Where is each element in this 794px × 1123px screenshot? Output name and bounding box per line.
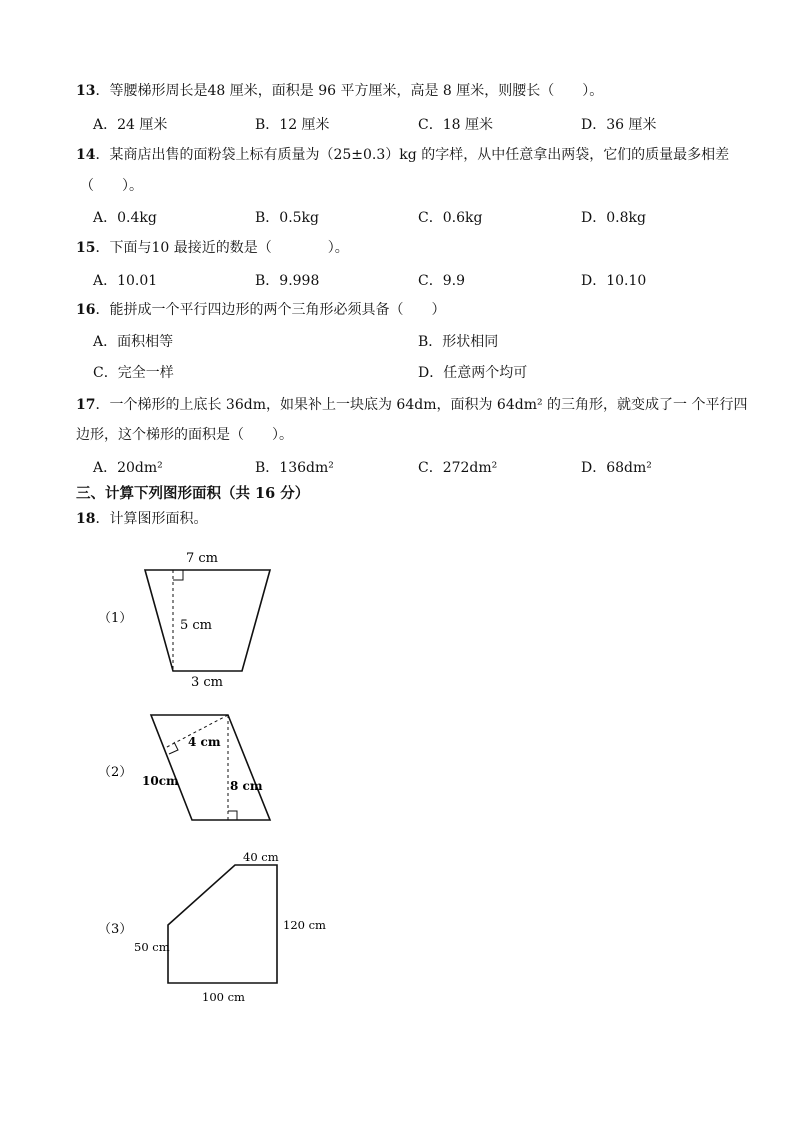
option-a[interactable]: A．10.01 [93, 273, 158, 289]
parallelogram-diagram [90, 705, 310, 835]
bottom-side-label: 100 cm [202, 990, 245, 1004]
question-14 [76, 144, 756, 166]
question-number: 14 [76, 147, 96, 163]
top-side-label: 40 cm [243, 850, 279, 864]
right-angle-mark-2 [228, 811, 237, 820]
pentagon-diagram [90, 845, 340, 1010]
question-number: 16 [76, 302, 96, 318]
option-d[interactable]: D．36 厘米 [581, 117, 657, 133]
option-a[interactable]: A．24 厘米 [93, 117, 168, 133]
right-side-label: 120 cm [283, 918, 326, 932]
question-18 [76, 508, 756, 530]
option-c[interactable]: C．0.6kg [418, 210, 483, 226]
option-a[interactable]: A．面积相等 [93, 334, 174, 350]
option-b[interactable]: B．9.998 [255, 273, 320, 289]
parallelogram-shape [151, 715, 270, 820]
question-text: ．下面与10 最接近的数是（ ）。 [95, 240, 349, 256]
option-d[interactable]: D．0.8kg [581, 210, 646, 226]
figure-2-parallelogram [90, 705, 310, 835]
option-c[interactable]: C．18 厘米 [418, 117, 493, 133]
inner-height-label: 4 cm [188, 735, 221, 749]
option-d[interactable]: D．10.10 [581, 273, 647, 289]
right-angle-mark [173, 570, 183, 580]
question-number: 18 [76, 511, 96, 527]
question-number: 17 [76, 397, 96, 413]
option-b[interactable]: B．12 厘米 [255, 117, 330, 133]
option-b[interactable]: B．形状相同 [418, 334, 499, 350]
question-text: ．能拼成一个平行四边形的两个三角形必须具备（ ） [95, 302, 446, 318]
option-c[interactable]: C．完全一样 [93, 365, 174, 381]
question-16 [76, 299, 756, 321]
top-base-label: 7 cm [186, 551, 219, 566]
figure-label: （1） [98, 611, 133, 626]
option-a[interactable]: A．0.4kg [93, 210, 157, 226]
question-text-continued: （ ）。 [80, 178, 143, 194]
option-a[interactable]: A．20dm² [93, 460, 163, 476]
left-side-label: 50 cm [134, 940, 170, 954]
figure-1-trapezoid [90, 545, 310, 695]
pentagon-shape [168, 865, 277, 983]
question-text-continued: 边形，这个梯形的面积是（ ）。 [76, 427, 293, 443]
option-d[interactable]: D．68dm² [581, 460, 652, 476]
right-height-label: 8 cm [230, 779, 263, 793]
question-text: ．某商店出售的面粉袋上标有质量为（25±0.3）kg 的字样，从中任意拿出两袋，它们的质量最多相差 [95, 147, 730, 163]
trapezoid-diagram [90, 545, 310, 695]
option-c[interactable]: C．272dm² [418, 460, 498, 476]
bottom-base-label: 3 cm [191, 675, 224, 690]
figure-3-pentagon [90, 845, 340, 1010]
option-d[interactable]: D．任意两个均可 [418, 365, 528, 381]
height-label: 5 cm [180, 618, 213, 633]
side-label: 10cm [142, 774, 179, 788]
option-b[interactable]: B．0.5kg [255, 210, 319, 226]
figure-label: （2） [98, 765, 133, 780]
question-17 [76, 394, 756, 416]
question-15 [76, 237, 756, 259]
question-text: ．计算图形面积。 [95, 511, 208, 527]
question-number: 15 [76, 240, 96, 256]
question-number: 13 [76, 83, 96, 99]
question-13 [76, 80, 756, 102]
question-text: ．等腰梯形周长是48 厘米，面积是 96 平方厘米，高是 8 厘米，则腰长（ ）。 [95, 83, 604, 99]
figure-label: （3） [98, 922, 133, 937]
option-b[interactable]: B．136dm² [255, 460, 334, 476]
option-c[interactable]: C．9.9 [418, 273, 465, 289]
section-title: 三、计算下列图形面积（共 16 分） [76, 485, 310, 502]
question-text: ．一个梯形的上底长 36dm，如果补上一块底为 64dm，面积为 64dm² 的三角形，就变成了一 个平行四 [95, 397, 748, 413]
